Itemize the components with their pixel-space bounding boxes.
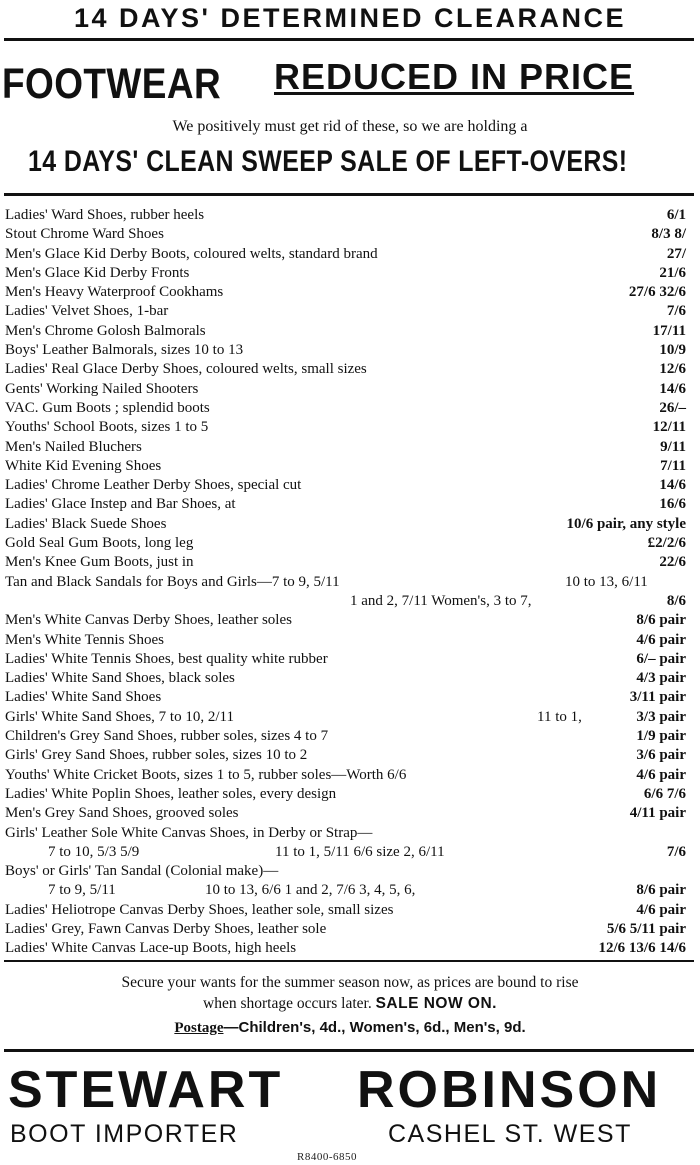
price-list <box>0 206 700 959</box>
headline-reduced: REDUCED IN PRICE <box>274 56 635 97</box>
item-description: Men's Heavy Waterproof Cookhams <box>5 284 224 301</box>
item-price: 8/6 <box>666 592 686 609</box>
list-item <box>0 727 700 746</box>
list-item <box>0 553 700 572</box>
list-item <box>0 206 700 225</box>
item-price: 6/1 <box>666 207 686 223</box>
item-description: Men's White Canvas Derby Shoes, leather soles <box>5 612 292 629</box>
list-item <box>0 785 700 804</box>
item-price: 6/– pair <box>636 650 686 667</box>
list-item <box>0 573 700 592</box>
item-description: Stout Chrome Ward Shoes <box>5 226 164 243</box>
list-item <box>0 611 700 630</box>
item-description: Ladies' White Tennis Shoes, best quality white rubber <box>5 650 328 667</box>
footer-text <box>0 972 700 1014</box>
footer-line1: Secure your wants for the summer season now, as prices are bound to rise <box>121 974 579 991</box>
item-description: Ladies' Velvet Shoes, 1-bar <box>5 303 169 320</box>
item-size-price: 11 to 1, <box>537 708 582 725</box>
item-description: Men's Grey Sand Shoes, grooved soles <box>5 805 239 822</box>
ad-reference: R8400-6850 <box>297 1151 357 1163</box>
item-description: Ladies' White Poplin Shoes, leather soles, every design <box>5 785 337 802</box>
item-price: 3/11 pair <box>629 689 686 706</box>
item-size-price: 1 and 2, 7/11 Women's, 3 to 7, <box>350 592 532 609</box>
brand-tagline: BOOT IMPORTER <box>10 1120 239 1148</box>
item-description: 7 to 9, 5/11 <box>48 882 116 899</box>
item-price: 6/6 7/6 <box>643 785 686 802</box>
postage-text: —Children's, 4d., Women's, 6d., Men's, 9d. <box>223 1019 526 1036</box>
list-item <box>0 592 700 611</box>
item-description: Ladies' Chrome Leather Derby Shoes, special cut <box>5 477 302 494</box>
list-item <box>0 843 700 862</box>
list-item <box>0 939 700 958</box>
item-description: Ladies' Glace Instep and Bar Shoes, at <box>5 496 236 513</box>
item-description: Men's Knee Gum Boots, just in <box>5 554 194 571</box>
item-description: VAC. Gum Boots ; splendid boots <box>5 399 210 416</box>
item-description: Ladies' Real Glace Derby Shoes, coloured welts, small sizes <box>5 361 367 378</box>
item-price: 4/6 pair <box>636 631 686 648</box>
item-price: 3/6 pair <box>636 747 686 764</box>
item-price: 5/6 5/11 pair <box>606 920 686 937</box>
list-item <box>0 901 700 920</box>
list-item <box>0 708 700 727</box>
item-price: 10/6 pair, any style <box>566 515 686 532</box>
item-price: 14/6 <box>659 380 686 397</box>
item-description: Children's Grey Sand Shoes, rubber soles, sizes 4 to 7 <box>5 728 329 745</box>
list-item <box>0 804 700 823</box>
list-item <box>0 631 700 650</box>
item-description: Men's Nailed Bluchers <box>5 438 142 455</box>
item-price: 21/6 <box>659 264 686 281</box>
sale-rule <box>4 193 694 196</box>
postage-label: Postage <box>174 1020 224 1036</box>
intro-text: We positively must get rid of these, so we are holding a <box>172 118 528 135</box>
item-description: Men's Glace Kid Derby Fronts <box>5 264 190 281</box>
list-item <box>0 360 700 379</box>
item-price: 8/6 pair <box>636 612 686 629</box>
list-item <box>0 688 700 707</box>
item-size-price: 11 to 1, 5/11 6/6 size 2, 6/11 <box>275 843 445 860</box>
postage-line <box>0 1019 700 1037</box>
headline-footwear: FOOTWEAR <box>2 60 222 108</box>
list-item <box>0 225 700 244</box>
brand-last-name: ROBINSON <box>357 1061 662 1119</box>
brand-first-name: STEWART <box>8 1061 284 1119</box>
list-item <box>0 399 700 418</box>
sale-banner: 14 DAYS' CLEAN SWEEP SALE OF LEFT-OVERS! <box>28 145 628 178</box>
list-item <box>0 283 700 302</box>
list-item <box>0 881 700 900</box>
brand-address: CASHEL ST. WEST <box>388 1120 632 1148</box>
footer-line2: when shortage occurs later. <box>203 995 372 1012</box>
item-description: Ladies' White Canvas Lace-up Boots, high heels <box>5 940 297 957</box>
item-description: Ladies' Black Suede Shoes <box>5 515 167 532</box>
item-description: Youths' School Boots, sizes 1 to 5 <box>5 419 209 436</box>
item-description: Boys' or Girls' Tan Sandal (Colonial make)— <box>5 863 279 880</box>
item-description: Girls' White Sand Shoes, 7 to 10, 2/11 <box>5 708 234 725</box>
item-description: Men's White Tennis Shoes <box>5 631 165 648</box>
item-price: 22/6 <box>659 554 686 571</box>
item-price: £2/2/6 <box>647 535 686 552</box>
item-price: 16/6 <box>659 496 686 513</box>
item-price: 14/6 <box>659 477 686 494</box>
item-description: Ladies' Heliotrope Canvas Derby Shoes, leather sole, small sizes <box>5 901 394 918</box>
list-item <box>0 650 700 669</box>
item-price: 9/11 <box>660 438 686 455</box>
item-description: 7 to 10, 5/3 5/9 <box>48 843 140 860</box>
footer-rule <box>4 960 694 962</box>
item-description: Tan and Black Sandals for Boys and Girls—7 to 9, 5/11 <box>5 573 340 590</box>
list-item <box>0 534 700 553</box>
item-size-price: 10 to 13, 6/6 1 and 2, 7/6 3, 4, 5, 6, <box>205 882 416 899</box>
item-description: Ladies' White Sand Shoes <box>5 689 162 706</box>
list-item <box>0 495 700 514</box>
list-item <box>0 746 700 765</box>
list-item <box>0 264 700 283</box>
item-price: 7/6 <box>666 843 686 860</box>
list-item <box>0 476 700 495</box>
item-description: Gents' Working Nailed Shooters <box>5 380 199 397</box>
list-item <box>0 824 700 843</box>
item-price: 7/11 <box>660 457 686 474</box>
list-item <box>0 322 700 341</box>
list-item <box>0 418 700 437</box>
list-item <box>0 457 700 476</box>
list-item <box>0 515 700 534</box>
item-price: 12/11 <box>652 419 686 436</box>
list-item <box>0 341 700 360</box>
item-price: 27/6 32/6 <box>628 284 686 301</box>
item-price: 4/3 pair <box>636 670 686 687</box>
item-price: 17/11 <box>652 322 686 339</box>
item-price: 8/6 pair <box>636 882 686 899</box>
item-price: 4/11 pair <box>629 805 686 822</box>
item-description: Ladies' Grey, Fawn Canvas Derby Shoes, leather sole <box>5 920 327 937</box>
list-item <box>0 380 700 399</box>
item-size-price: 10 to 13, 6/11 <box>565 573 648 590</box>
item-description: Gold Seal Gum Boots, long leg <box>5 535 194 552</box>
brand-rule <box>4 1049 694 1052</box>
item-description: Boys' Leather Balmorals, sizes 10 to 13 <box>5 342 244 359</box>
item-price: 12/6 <box>659 361 686 378</box>
item-description: Girls' Grey Sand Shoes, rubber soles, sizes 10 to 2 <box>5 747 308 764</box>
list-item <box>0 245 700 264</box>
item-description: Ladies' White Sand Shoes, black soles <box>5 670 235 687</box>
item-description: Ladies' Ward Shoes, rubber heels <box>5 207 205 223</box>
list-item <box>0 766 700 785</box>
item-price: 4/6 pair <box>636 766 686 783</box>
item-price: 12/6 13/6 14/6 <box>598 940 686 957</box>
top-rule <box>4 38 694 41</box>
item-price: 27/ <box>666 245 686 262</box>
list-item <box>0 862 700 881</box>
list-item <box>0 302 700 321</box>
item-description: Youths' White Cricket Boots, sizes 1 to 5, rubber soles—Worth 6/6 <box>5 766 407 783</box>
item-description: White Kid Evening Shoes <box>5 457 162 474</box>
item-price: 26/– <box>659 399 686 416</box>
item-price: 8/3 8/ <box>651 226 686 243</box>
top-banner: 14 DAYS' DETERMINED CLEARANCE <box>73 3 626 33</box>
item-description: Men's Glace Kid Derby Boots, coloured welts, standard brand <box>5 245 378 262</box>
sale-now-on: SALE NOW ON. <box>375 995 497 1012</box>
item-price: 4/6 pair <box>636 901 686 918</box>
list-item <box>0 669 700 688</box>
item-price: 10/9 <box>659 342 686 359</box>
list-item <box>0 920 700 939</box>
list-item <box>0 438 700 457</box>
item-description: Men's Chrome Golosh Balmorals <box>5 322 206 339</box>
item-description: Girls' Leather Sole White Canvas Shoes, in Derby or Strap— <box>5 824 373 841</box>
item-price: 3/3 pair <box>636 708 686 725</box>
item-price: 1/9 pair <box>636 728 686 745</box>
item-price: 7/6 <box>666 303 686 320</box>
